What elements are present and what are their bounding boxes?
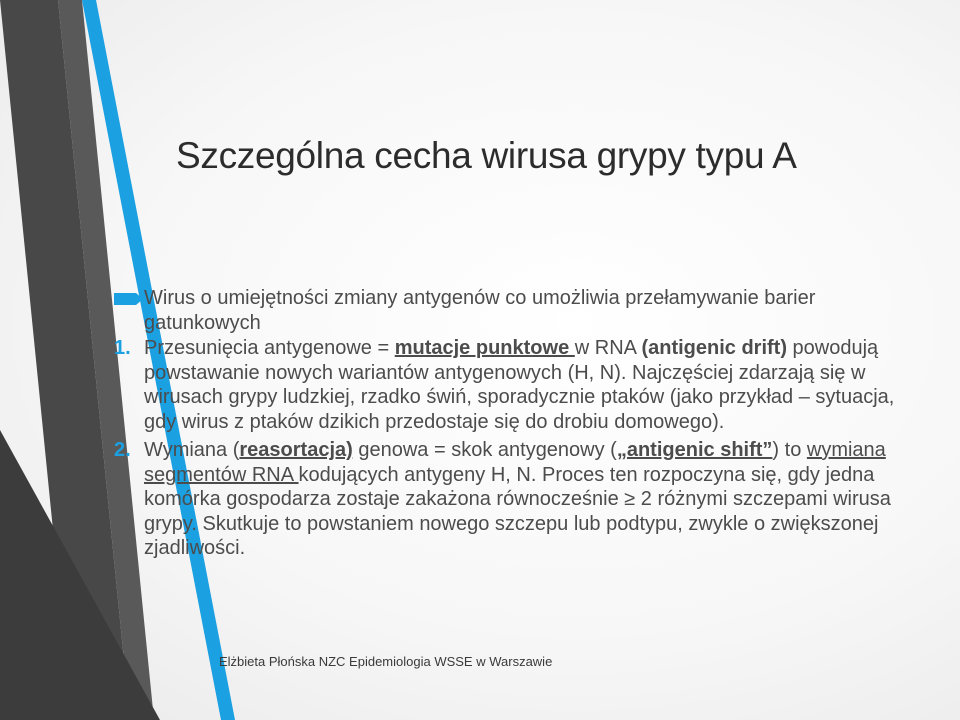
bullet-text: Wirus o umiejętności zmiany antygenów co umożliwia przełamywanie barier gatunkowych	[144, 287, 816, 334]
reassortment-term: reasortacja)	[239, 439, 353, 461]
antigenic-drift-term: (antigenic drift)	[641, 337, 787, 359]
numbered-item-1: 1. Przesunięcia antygenowe = mutacje punktowe w RNA (antigenic drift) powodują powstawanie nowych wariantów antygenowych (H, N). Najczęściej zdarzają się w wirusach grypy ludzkiej, rzadko świń, sporadycznie ptaków (jako przykład – sytuacja, gdy wirus z ptaków dzikich przedostaje się do drobiu domowego).	[114, 337, 895, 433]
item-number: 1.	[114, 337, 131, 359]
item-number: 2.	[114, 439, 131, 461]
exchange-term: wymiana	[806, 439, 886, 461]
arrow-bullet-icon	[114, 293, 144, 305]
slide-content	[114, 286, 904, 561]
antigenic-shift-term: „antigenic shift”	[616, 439, 773, 461]
slide-title: Szczególna cecha wirusa grypy typu A	[176, 135, 797, 176]
mutation-term: mutacje punktowe	[394, 337, 575, 359]
slide-footer: Elżbieta Płońska NZC Epidemiologia WSSE w Warszawie	[219, 654, 553, 669]
rna-segments-term: segmentów RNA	[144, 463, 299, 486]
bullet-item	[114, 286, 904, 335]
numbered-item-2: 2. Wymiana (reasortacja) genowa = skok antygenowy („antigenic shift”) to wymiana segmentów RNA kodujących antygeny H, N. Proces ten rozpoczyna się, gdy jedna komórka gospodarza zostaje zakażona równocześnie ≥ 2 różnymi szczepami wirusa grypy. Skutkuje to powstaniem nowego szczepu lub podtypu, zwykle o zwiększonej zjadliwości.	[114, 439, 891, 559]
